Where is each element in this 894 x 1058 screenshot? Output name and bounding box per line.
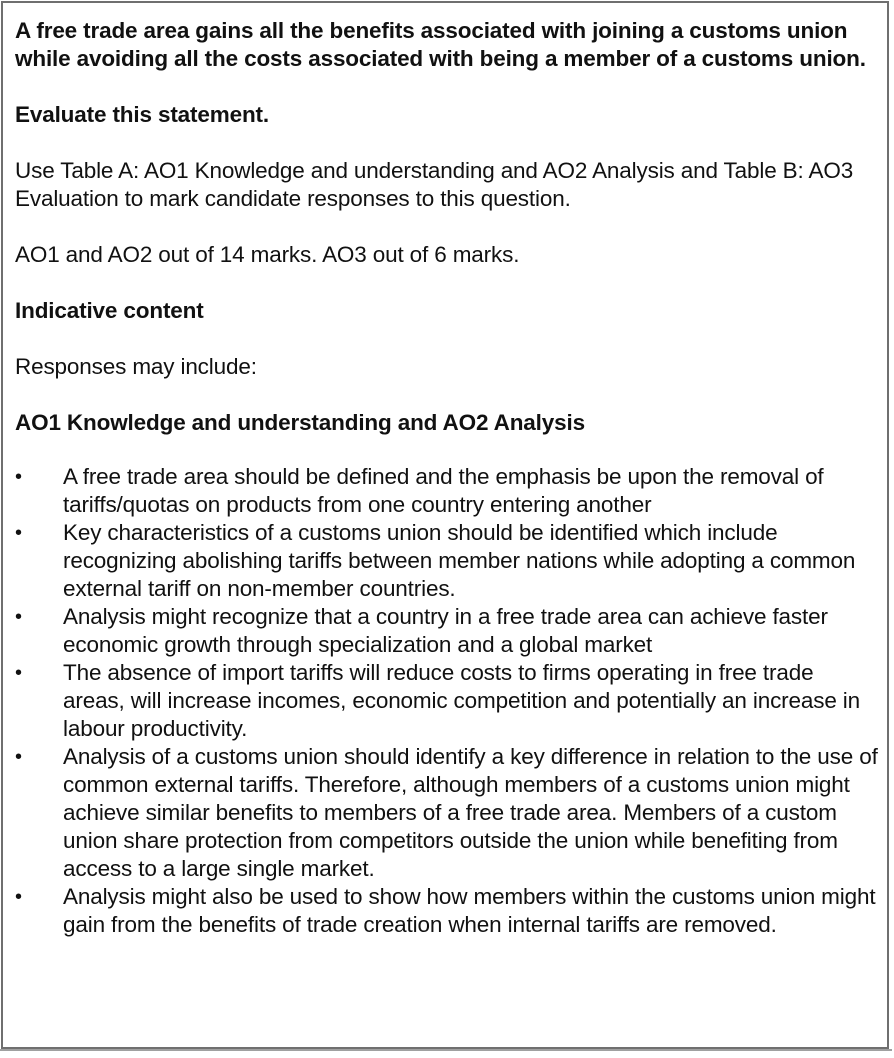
list-item-text: Analysis might also be used to show how members within the customs union might gain from the benefits of trade creation when internal tariffs are removed. xyxy=(63,884,876,937)
list-item-text: Key characteristics of a customs union should be identified which include recognizing abolishing tariffs between member nations while adopting a common external tariff on non-member countries. xyxy=(63,520,856,601)
indicative-content-list xyxy=(15,463,881,939)
bullet-icon: • xyxy=(15,662,22,684)
list-item-text: Analysis might recognize that a country in a free trade area can achieve faster economic growth through specialization and a global market xyxy=(63,604,828,657)
question-instruction: Evaluate this statement. xyxy=(15,102,269,127)
list-item xyxy=(15,519,881,603)
marks-allocation: AO1 and AO2 out of 14 marks. AO3 out of 6 marks. xyxy=(15,242,520,267)
bullet-icon: • xyxy=(15,606,22,628)
list-item xyxy=(15,659,881,743)
question-statement: A free trade area gains all the benefits associated with joining a customs union while avoiding all the costs associated with being a member of a customs union. xyxy=(15,18,866,71)
list-item xyxy=(15,603,881,659)
list-item-text: A free trade area should be defined and the emphasis be upon the removal of tariffs/quotas on products from one country entering another xyxy=(63,464,824,517)
indicative-content-heading: Indicative content xyxy=(15,298,204,323)
list-item xyxy=(15,743,881,883)
section-heading: AO1 Knowledge and understanding and AO2 Analysis xyxy=(15,410,585,435)
bullet-icon: • xyxy=(15,522,22,544)
list-item-text: Analysis of a customs union should identify a key difference in relation to the use of common external tariffs. Therefore, although members of a customs union might achieve similar benefits to members of a free trade area. Members of a custom union share protection from competitors outside the union while benefiting from access to a large single market. xyxy=(63,744,878,881)
list-item xyxy=(15,883,881,939)
marking-guidance: Use Table A: AO1 Knowledge and understanding and AO2 Analysis and Table B: AO3 Evaluation to mark candidate responses to this question. xyxy=(15,158,854,211)
document-frame xyxy=(1,1,889,1049)
bullet-icon: • xyxy=(15,746,22,768)
document-content xyxy=(15,17,881,939)
list-item-text: The absence of import tariffs will reduce costs to firms operating in free trade areas, will increase incomes, economic competition and potentially an increase in labour productivity. xyxy=(63,660,861,741)
bullet-icon: • xyxy=(15,886,22,908)
list-item xyxy=(15,463,881,519)
responses-intro: Responses may include: xyxy=(15,354,257,379)
bullet-icon: • xyxy=(15,466,22,488)
frame-bottom-shadow xyxy=(0,1049,892,1051)
